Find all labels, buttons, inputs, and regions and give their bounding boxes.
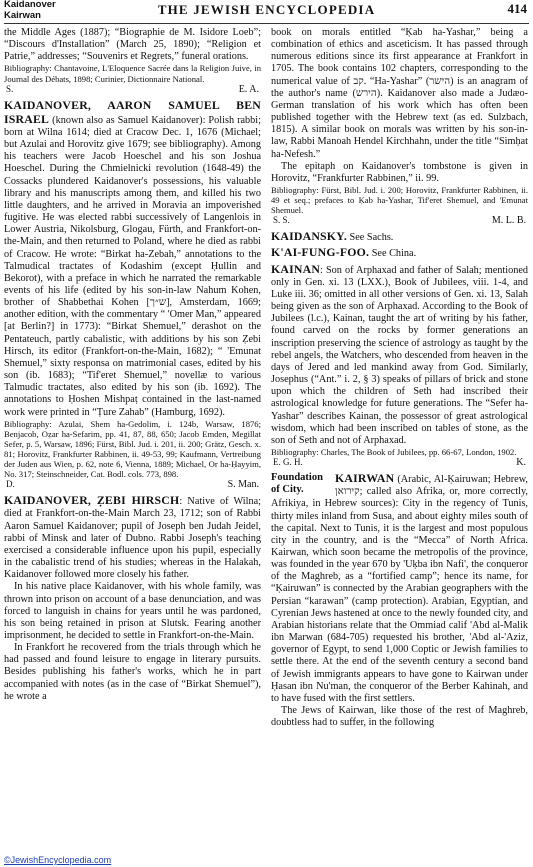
entry-text: : Son of Arphaxad and father of Salah; mentioned only in Gen. xi. 13 (LXX.), Book of Jubilees, viii. 1-4, and Luke iii. 36; omitted in all other versions of Gen. xi. 13, Salah being given as the son of Arphaxad. According to the Book of Jubilees (l.c.), Kainan, taught the art of writing by his father, found carved on the rocks by former generations an inscription preserving the science of astrology as taught by the rebel angels, the Watchers, who descended from heaven in the days of Jered and led mankind away from God. Similarly, Josephus (“Ant.” i. 2, § 3) speaks of pillars of brick and stone upon which the children of Seth had inscribed their astrological knowledge for future generations. The “Sefer ha-Yashar” describes Kainan, the possessor of great astrological wisdom, which had been inscribed on tables of stone, as the son of Seth and not of Arphaxad. bbox=[271, 264, 528, 446]
bibliography: Bibliography: Fürst, Bibl. Jud. i. 200; Horovitz, Frankfurter Rabbinen, ii. 49 et seq.; prefaces to Ḳab ha-Yashar, Tif'eret Shemuel, and 'Emunat Shemuel. bbox=[271, 185, 528, 216]
signature-author: E. A. bbox=[238, 83, 259, 95]
paragraph: the Middle Ages (1887); “Biographie de M. Isidore Loeb”; “Discours d'Installation” (March 25, 1890); “Religion et Patrie,” addresses; “Souvenirs et Regrets,” funeral orations. bbox=[4, 27, 261, 63]
entry-heading: KAIDANSKY. bbox=[271, 229, 347, 244]
signature-classification: S. S. bbox=[273, 215, 290, 226]
margin-subheading: Foundation of City. bbox=[271, 472, 323, 496]
entry-text: (Arabic, Al-Ḳairuwan; Hebrew, קירואן; called also Afrika, or, more correctly, Afrikiya, in Hebrew sources): City in the regency of Tunis, thirty miles inland from Susa, and about eighty miles south of the capital. Next to Tunis, it is the largest and most populous city in the country, and is the “Mecca” of North Africa. Kairwan, which soon became the metropolis of the province, was founded in the year 670 by 'Uḳba ibn Nafi', the conqueror of the Maghreb, as a “fortified camp”; hence its name, for “Ḳairuwan” is connected by the Arabian geographers with the Persian “karawan” (camp protection). Arabian, Egyptian, and Cyrenian Jews hastened at once to the newly founded city, and Arabian historians relate that the Ommiad calif 'Abd al-Malik ibn Marwan (684-705) requested his brother, 'Abd al-'Aziz, governor of Egypt, to send 1,000 Coptic or Jewish families to settle there. At the end of the seventh century a second band of Jewish immigrants appears to have gone to Kairwan under Ḥasan ibn Nu'man, the conqueror of the Berber Kahinah, and to have fused with the first settlers. bbox=[271, 474, 528, 704]
signature-line bbox=[271, 457, 528, 468]
right-column bbox=[271, 27, 528, 853]
entry-text: : Native of Wilna; died at Frankfort-on-the-Main March 23, 1712; son of Rabbi Aaron Samuel Kaidanover; pupil of Joseph ben Judah Jeidel, rabbi of Minsk and later of Dubno. Rabbi Joseph's teaching exercised a considerable influence upon his pupil, especially in the cabalistic trend of his studies; whereas in the Halakah, Kaidanover followed more closely his father. bbox=[4, 496, 261, 581]
page-number: 414 bbox=[507, 1, 527, 16]
entry-heading: KAINAN bbox=[271, 261, 321, 276]
signature-classification: D. bbox=[6, 479, 15, 490]
paragraph: In his native place Kaidanover, with his whole family, was thrown into prison on account of a base denunciation, and was forced to languish in chains for years until he was pardoned, his son being retained in prison at Slutsk. Fearing another imprisonment, he decided to settle in Frankfort-on-the-Main. bbox=[4, 581, 261, 641]
page-header bbox=[4, 0, 529, 22]
paragraph: In Frankfort he recovered from the trials through which he had passed and found leisure to engage in literary pursuits. Besides publishing his father's works, which he in part accompanied with notes (as in the case of “Birkat Shemuel”), he wrote a bbox=[4, 642, 261, 702]
bibliography: Bibliography: Chantavoine, L'Eloquence Sacrée dans la Religion Juive, in Journal des Débats, 1898; Curinier, Dictionnaire National. bbox=[4, 63, 261, 84]
paragraph: The epitaph on Kaidanover's tombstone is given in Horovitz, “Frankfurter Rabbinen,” ii. 99. bbox=[271, 160, 528, 184]
entry-heading: KAIDANOVER, ẒEBI HIRSCH bbox=[4, 493, 180, 508]
entry-text: (known also as Samuel Kaidanover): Polish rabbi; born at Wilna 1614; died at Cracow Dec. 1, 1676 (Michael; but Azulai and Horovitz give 1679; see bibliography). Among his teachers were Jacob Hoeschel and his son Joshua Hoeschel. During the Chmielnicki revolution (1648-49) the Cossacks plundered Kaidanover's possessions, his valuable library and his manuscripts among them, and killed his two little daughters, and he arrived in Moravia an impoverished fugitive. He was elected rabbi successively of Langenlois in Lower Austria, Nikolsburg, Glogau, Fürth, and Frankfort-on-the-Main, and then returned to Poland, where he died as rabbi of Cracow. He wrote: “Birkat ha-Zebah,” annotations to the Talmudical tractates of Kodashim (except Ḥullin and Bekorot), with a preface in which he narrated the remarkable events of his life (edited by his son-in-law Nahum Kohen, brother of Shabbethai Kohen [ש״ך], Amsterdam, 1669; another edition, with the commentary “ 'Omer Man,” appeared [at Berlin?] in 1773): “Birkat Shemuel,” derashot on the Pentateuch, partly cabalistic, with additions by his son Ẓebi Hirsch, its editor (Frankfort-on-the-Main, 1682); “ 'Emunat Shemuel,” sixty responsa on matrimonial cases, edited by his son (ib. 1683); “Tif'eret Shemuel,” novellæ to various Talmudic tractates, also edited by his son (ib. 1692). The annotations to Ḥoshen Mishpaṭ contained in the last-named work were printed in “Ṭure Zahab” (Hamburg, 1692). bbox=[4, 114, 261, 418]
running-head-last: Kairwan bbox=[4, 9, 41, 21]
signature-author: M. L. B. bbox=[491, 215, 526, 227]
signature-classification: S. bbox=[6, 83, 14, 94]
entry-heading: KAIRWAN bbox=[335, 471, 395, 486]
signature-line bbox=[4, 479, 261, 490]
paragraph: The Jews of Kairwan, like those of the rest of Maghreb, doubtless had to suffer, in the following bbox=[271, 705, 528, 729]
left-column bbox=[4, 27, 261, 853]
signature-author: K. bbox=[516, 457, 526, 469]
paragraph: book on morals entitled “Ḳab ha-Yashar,” being a combination of ethics and asceticism. It has passed through numerous editions since its first appearance at Frankfort in 1705. The book contains 102 chapters, corresponding to the numerical value of קב. “Ha-Yashar” (הישר) is an anagram of the author's name (הירש). Kaidanover also made a Judæo-German translation of his work which has often been published together with the Hebrew text (as ed. Sulzbach, 1815). A similar book on morals was written by his son-in-law, Rabbi Manoah Hendel Kirchhahn, under the title “Simḥat ha-Nefesh.” bbox=[271, 27, 528, 160]
signature-classification: E. G. H. bbox=[273, 457, 303, 468]
entry-heading: KAIDANOVER, AARON SAMUEL BEN ISRAEL bbox=[4, 97, 261, 126]
signature-line bbox=[271, 215, 528, 226]
bibliography: Bibliography: Charles, The Book of Jubilees, pp. 66-67, London, 1902. bbox=[271, 446, 517, 457]
publication-title: THE JEWISH ENCYCLOPEDIA bbox=[157, 2, 376, 17]
entry-heading: K'AI-FUNG-FOO. bbox=[271, 245, 370, 260]
bibliography: Bibliography: Azulai, Shem ha-Gedolim, i. 124b, Warsaw, 1876; Benjacob, Oẓar ha-Sefarim, pp. 41, 87, 88, 650; Jacob Emden, Megillat Sefer, p. 5, Warsaw, 1896; Fürst, Bibl. Jud. i. 201, ii. 200; Grätz, Gesch. x. 81; Horovitz, Frankfurter Rabbinen, ii. 49-53, 99; Kaufmann, Vertreibung der Juden aus Wien, p. 62, note 6, Vienna, 1889; Michael, Or ha-Ḥayyim, No. 317; Steinschneider, Cat. Bodl. cols. 773, 898. bbox=[4, 418, 261, 480]
header-rule bbox=[4, 23, 529, 24]
signature-author: S. Man. bbox=[227, 479, 259, 491]
cross-reference-text: See China. bbox=[369, 248, 417, 260]
running-head-first: Kaidanover bbox=[4, 0, 56, 10]
signature-line bbox=[4, 84, 261, 95]
cross-reference-text: See Sachs. bbox=[346, 232, 394, 244]
copyright-link[interactable]: ©JewishEncyclopedia.com bbox=[4, 855, 112, 865]
